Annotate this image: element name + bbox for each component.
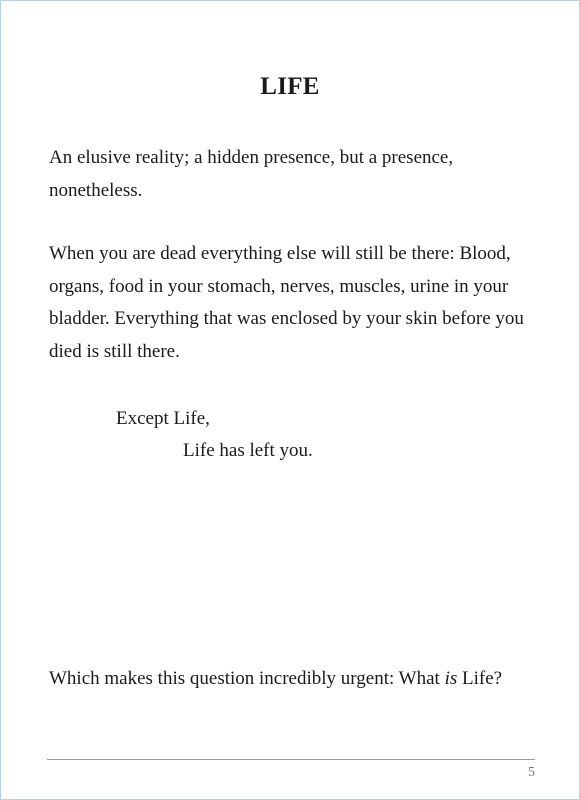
- page-number: 5: [528, 765, 535, 780]
- footer-divider: [47, 759, 535, 760]
- indented-line-life-left: Life has left you.: [183, 440, 313, 461]
- question-text-start: Which makes this question incredibly urgent: What: [49, 668, 445, 689]
- paragraph-elusive-reality: An elusive reality; a hidden presence, but a presence, nonetheless.: [49, 147, 454, 201]
- paragraph-when-dead: When you are dead everything else will still be there: Blood, organs, food in your stomach, nerves, muscles, urine in your bladder. Everything that was enclosed by your skin before you died is still there.: [49, 243, 524, 363]
- chapter-title: LIFE: [260, 73, 320, 100]
- question-emphasis: is: [444, 668, 458, 689]
- indented-line-except-life: Except Life,: [116, 408, 210, 429]
- paragraph-urgent-question: [49, 663, 539, 696]
- question-text-end: Life?: [457, 668, 503, 689]
